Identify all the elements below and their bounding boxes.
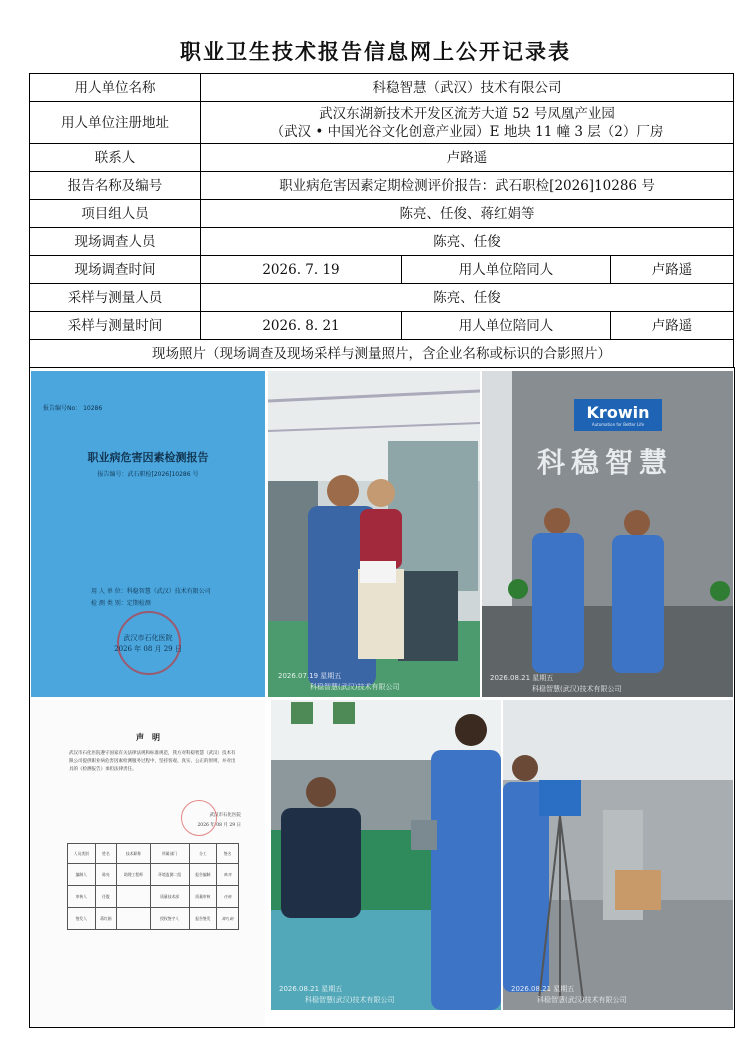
cover-client: 用 人 单 位：科稳智慧（武汉）技术有限公司 (91, 588, 211, 595)
row-employer-name (30, 74, 734, 102)
declaration-signature: 蒋红娟 (217, 908, 239, 930)
declaration-table-row (68, 908, 239, 930)
label-survey-staff: 现场调查人员 (30, 228, 201, 256)
value-team: 陈亮、任俊、蒋红娟等 (201, 200, 734, 228)
cover-report-no: 报告编号：武石职检[2026]10286 号 (97, 471, 199, 478)
info-table (29, 73, 734, 368)
row-photos-header (30, 340, 734, 368)
declaration-td: 报告签发 (189, 908, 217, 930)
value-survey-time: 2026. 7. 19 (201, 256, 402, 284)
declaration-td: 编制人 (68, 864, 96, 886)
declaration-td: 授权签字人 (150, 908, 189, 930)
declaration-signature: 任俊 (217, 886, 239, 908)
survey-timestamp: 2026.07.19 星期五 (278, 672, 342, 680)
label-contact: 联系人 (30, 144, 201, 172)
photo-declaration (31, 700, 265, 1027)
sampling1-timestamp: 2026.08.21 星期五 (279, 985, 343, 993)
row-survey-staff (30, 228, 734, 256)
declaration-table-row (68, 864, 239, 886)
group-watermark: 科稳智慧(武汉)技术有限公司 (532, 685, 622, 693)
survey-watermark: 科稳智慧(武汉)技术有限公司 (310, 683, 400, 691)
declaration-td: 蒋红娟 (95, 908, 117, 930)
declaration-th: 所属部门 (150, 844, 189, 864)
sampling1-watermark: 科稳智慧(武汉)技术有限公司 (305, 996, 395, 1004)
row-sampling-time (30, 312, 734, 340)
label-team: 项目组人员 (30, 200, 201, 228)
photo-group (482, 371, 733, 697)
declaration-signature: 陈亮 (217, 864, 239, 886)
value-sampling-staff: 陈亮、任俊 (201, 284, 734, 312)
row-sampling-staff (30, 284, 734, 312)
row-team (30, 200, 734, 228)
declaration-th: 分工 (189, 844, 217, 864)
label-employer-name: 用人单位名称 (30, 74, 201, 102)
declaration-td: 助理工程师 (117, 864, 150, 886)
photo-sampling-workbench (271, 700, 501, 1010)
sampling2-watermark: 科稳智慧(武汉)技术有限公司 (537, 996, 627, 1004)
declaration-th: 人员类别 (68, 844, 96, 864)
declaration-td: 陈亮 (95, 864, 117, 886)
value-employer-address (201, 102, 734, 144)
sampling2-timestamp: 2026.08.21 星期五 (511, 985, 575, 993)
company-wall-sign: 科稳智慧 (537, 446, 674, 479)
krowin-logo: Krowin (586, 403, 650, 422)
value-employer-name: 科稳智慧（武汉）技术有限公司 (201, 74, 734, 102)
declaration-table-header (68, 844, 239, 864)
value-report: 职业病危害因素定期检测评价报告：武石职检[2026]10286 号 (201, 172, 734, 200)
value-sampling-companion: 卢路遥 (611, 312, 734, 340)
declaration-td: 环境监测二组 (150, 864, 189, 886)
declaration-issuer: 武汉市石化医院 (209, 813, 241, 818)
value-contact: 卢路遥 (201, 144, 734, 172)
label-sampling-time: 采样与测量时间 (30, 312, 201, 340)
label-sampling-staff: 采样与测量人员 (30, 284, 201, 312)
declaration-th: 技术职称 (117, 844, 150, 864)
label-report: 报告名称及编号 (30, 172, 201, 200)
declaration-seal-icon (181, 800, 217, 836)
declaration-td: 签发人 (68, 908, 96, 930)
cover-type: 检 测 类 别：定期检测 (91, 600, 151, 607)
group-timestamp: 2026.08.21 星期五 (490, 674, 554, 682)
declaration-th: 姓名 (95, 844, 117, 864)
photos-header: 现场照片（现场调查及现场采样与测量照片，含企业名称或标识的合影照片） (30, 340, 734, 368)
sampling2-scene-image (503, 700, 733, 1010)
declaration-table-row (68, 886, 239, 908)
survey-scene-image (268, 371, 480, 697)
label-survey-companion: 用人单位陪同人 (402, 256, 611, 284)
photo-field-survey (268, 371, 480, 697)
address-line-2: （武汉 • 中国光谷文化创意产业园）E 地块 11 幢 3 层（2）厂房 (270, 123, 664, 140)
declaration-td: 任俊 (95, 886, 117, 908)
declaration-td: 质量技术部 (150, 886, 189, 908)
declaration-th: 签名 (217, 844, 239, 864)
declaration-body: 武汉市石化医院遵守国家有关法律法规和标准规范，我方对科稳智慧（武汉）技术有限公司提供职业病危害因素检测服务过程中，坚持客观、真实、公正的原则，并对出具的《检测报告》承担法律责任。 (69, 751, 236, 772)
photo-sampling-instrument (503, 700, 733, 1010)
cover-title: 职业病危害因素检测报告 (87, 451, 209, 464)
declaration-date: 2026 年 08 月 29 日 (197, 823, 241, 828)
page-title: 职业卫生技术报告信息网上公开记录表 (180, 39, 571, 64)
row-report (30, 172, 734, 200)
declaration-td: 质量审核 (189, 886, 217, 908)
declaration-td (117, 886, 150, 908)
cover-date: 2026 年 08 月 29 日 (114, 645, 182, 653)
declaration-title: 声 明 (136, 732, 160, 742)
krowin-tagline: Automation for Better Life (591, 422, 645, 427)
value-sampling-time: 2026. 8. 21 (201, 312, 402, 340)
label-sampling-companion: 用人单位陪同人 (402, 312, 611, 340)
declaration-td: 审核人 (68, 886, 96, 908)
cover-number-line: 报告编号No： 10286 (43, 405, 103, 412)
cover-seal-icon (117, 611, 181, 675)
photo-report-cover (31, 371, 265, 697)
label-survey-time: 现场调查时间 (30, 256, 201, 284)
cover-issuer: 武汉市石化医院 (123, 634, 173, 642)
declaration-td: 报告编制 (189, 864, 217, 886)
sampling1-scene-image (271, 700, 501, 1010)
declaration-td (117, 908, 150, 930)
declaration-staff-table (67, 843, 239, 930)
row-survey-time (30, 256, 734, 284)
value-survey-staff: 陈亮、任俊 (201, 228, 734, 256)
address-line-1: 武汉东湖新技术开发区流芳大道 52 号凤凰产业园 (319, 105, 615, 122)
row-employer-address (30, 102, 734, 144)
row-contact (30, 144, 734, 172)
label-employer-address: 用人单位注册地址 (30, 102, 201, 144)
value-survey-companion: 卢路遥 (611, 256, 734, 284)
